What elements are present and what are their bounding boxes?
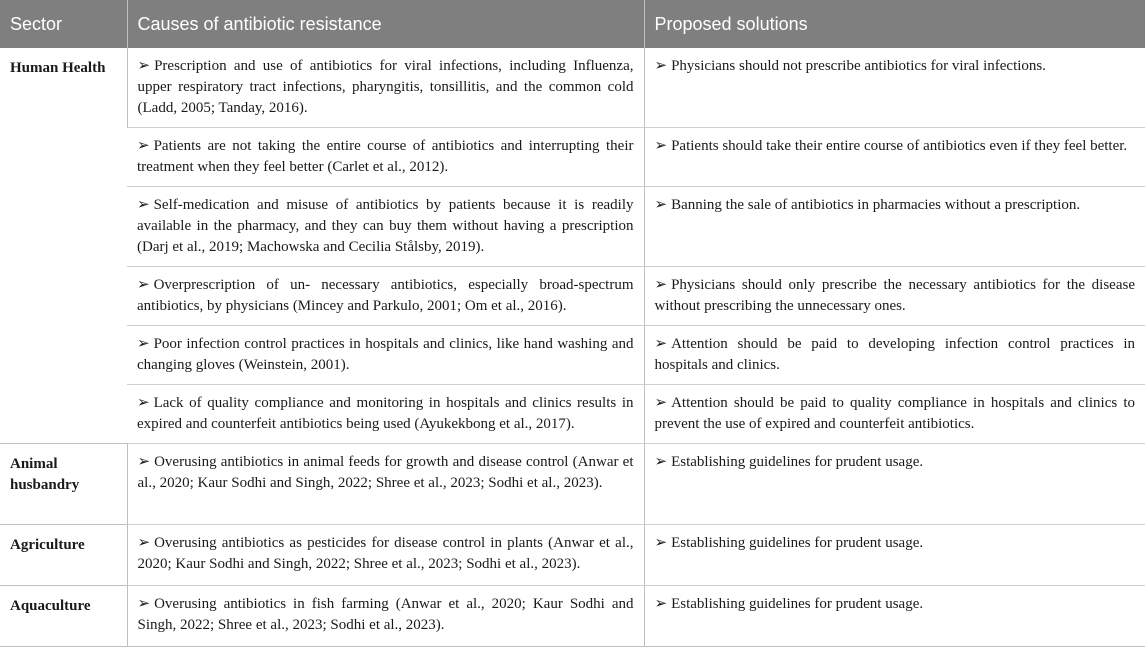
solution-text: Physicians should only prescribe the necessary antibiotics for the disease without prescribing the unnecessary ones. [654, 277, 1135, 314]
table-row [0, 267, 1145, 326]
bullet-arrow-icon: ➢ [137, 277, 150, 293]
table-row [0, 525, 1145, 586]
bullet-arrow-icon: ➢ [137, 138, 150, 154]
bullet-arrow-icon: ➢ [654, 535, 668, 551]
cause-cell [127, 326, 644, 385]
cause-cell [127, 586, 644, 647]
solution-text: Attention should be paid to developing infection control practices in hospitals and clinics. [654, 336, 1135, 373]
table-body [0, 48, 1145, 647]
solution-text: Physicians should not prescribe antibiotics for viral infections. [671, 58, 1047, 74]
solution-text: Establishing guidelines for prudent usage. [671, 454, 924, 470]
solution-text: Banning the sale of antibiotics in pharmacies without a prescription. [671, 197, 1081, 213]
solution-cell [644, 48, 1145, 128]
cause-cell [127, 444, 644, 525]
cause-cell [127, 48, 644, 128]
solution-cell [644, 326, 1145, 385]
bullet-arrow-icon: ➢ [137, 454, 151, 470]
table-row [0, 48, 1145, 128]
cause-text: Poor infection control practices in hospitals and clinics, like hand washing and changing gloves (Weinstein, 2001). [137, 336, 634, 373]
bullet-arrow-icon: ➢ [654, 277, 668, 293]
header-causes: Causes of antibiotic resistance [127, 0, 644, 48]
bullet-arrow-icon: ➢ [137, 535, 151, 551]
solution-cell [644, 385, 1145, 444]
bullet-arrow-icon: ➢ [137, 58, 151, 74]
bullet-arrow-icon: ➢ [137, 395, 150, 411]
sector-label: Aquaculture [10, 598, 91, 614]
bullet-arrow-icon: ➢ [654, 454, 668, 470]
cause-text: Overprescription of un- necessary antibiotics, especially broad-spectrum antibiotics, by physicians (Mincey and Parkulo, 2001; Om et al., 2016). [137, 277, 634, 314]
bullet-arrow-icon: ➢ [654, 395, 668, 411]
solution-cell [644, 267, 1145, 326]
solution-text: Establishing guidelines for prudent usage. [671, 596, 924, 612]
header-solutions: Proposed solutions [644, 0, 1145, 48]
bullet-arrow-icon: ➢ [137, 336, 150, 352]
table-row [0, 586, 1145, 647]
solution-cell [644, 187, 1145, 267]
cause-cell [127, 267, 644, 326]
table-row [0, 128, 1145, 187]
cause-text: Patients are not taking the entire course of antibiotics and interrupting their treatment when they feel better (Carlet et al., 2012). [137, 138, 634, 175]
cause-text: Overusing antibiotics as pesticides for disease control in plants (Anwar et al., 2020; Kaur Sodhi and Singh, 2022; Shree et al., 2023; Sodhi et al., 2023). [137, 535, 634, 572]
bullet-arrow-icon: ➢ [137, 596, 151, 612]
cause-text: Lack of quality compliance and monitoring in hospitals and clinics results in expired and counterfeit antibiotics being used (Ayukekbong et al., 2017). [137, 395, 634, 432]
bullet-arrow-icon: ➢ [654, 336, 668, 352]
bullet-arrow-icon: ➢ [654, 58, 668, 74]
solution-cell [644, 444, 1145, 525]
cause-cell [127, 525, 644, 586]
cause-text: Overusing antibiotics in fish farming (Anwar et al., 2020; Kaur Sodhi and Singh, 2022; Shree et al., 2023; Sodhi et al., 2023). [137, 596, 634, 633]
solution-cell [644, 128, 1145, 187]
header-row [0, 0, 1145, 48]
bullet-arrow-icon: ➢ [654, 138, 668, 154]
table-row [0, 326, 1145, 385]
sector-label: Human Health [10, 60, 106, 76]
cause-text: Self-medication and misuse of antibiotics by patients because it is readily available in the pharmacy, and they can buy them without having a prescription (Darj et al., 2019; Machowska and Cecilia Stålsby, 2019). [137, 197, 634, 255]
solution-cell [644, 586, 1145, 647]
cause-cell [127, 128, 644, 187]
bullet-arrow-icon: ➢ [654, 197, 668, 213]
sector-label: Agriculture [10, 537, 85, 553]
table-header [0, 0, 1145, 48]
cause-text: Prescription and use of antibiotics for viral infections, including Influenza, upper respiratory tract infections, pharyngitis, tonsillitis, and the common cold (Ladd, 2005; Tanday, 2016). [137, 58, 634, 116]
solution-text: Patients should take their entire course of antibiotics even if they feel better. [671, 138, 1128, 154]
solution-text: Establishing guidelines for prudent usage. [671, 535, 924, 551]
sector-cell-agriculture [0, 525, 127, 586]
cause-cell [127, 385, 644, 444]
solution-text: Attention should be paid to quality compliance in hospitals and clinics to prevent the use of expired and counterfeit antibiotics. [654, 395, 1135, 432]
cause-cell [127, 187, 644, 267]
bullet-arrow-icon: ➢ [654, 596, 668, 612]
cause-text: Overusing antibiotics in animal feeds for growth and disease control (Anwar et al., 2020; Kaur Sodhi and Singh, 2022; Shree et al., 2023; Sodhi et al., 2023). [137, 454, 634, 491]
solution-cell [644, 525, 1145, 586]
sector-label: Animal husbandry [10, 456, 80, 493]
table-row [0, 187, 1145, 267]
bullet-arrow-icon: ➢ [137, 197, 150, 213]
sector-cell-animal-husbandry [0, 444, 127, 525]
header-sector: Sector [0, 0, 127, 48]
table-row [0, 385, 1145, 444]
sector-cell-human-health [0, 48, 127, 444]
table-row [0, 444, 1145, 525]
sector-cell-aquaculture [0, 586, 127, 647]
